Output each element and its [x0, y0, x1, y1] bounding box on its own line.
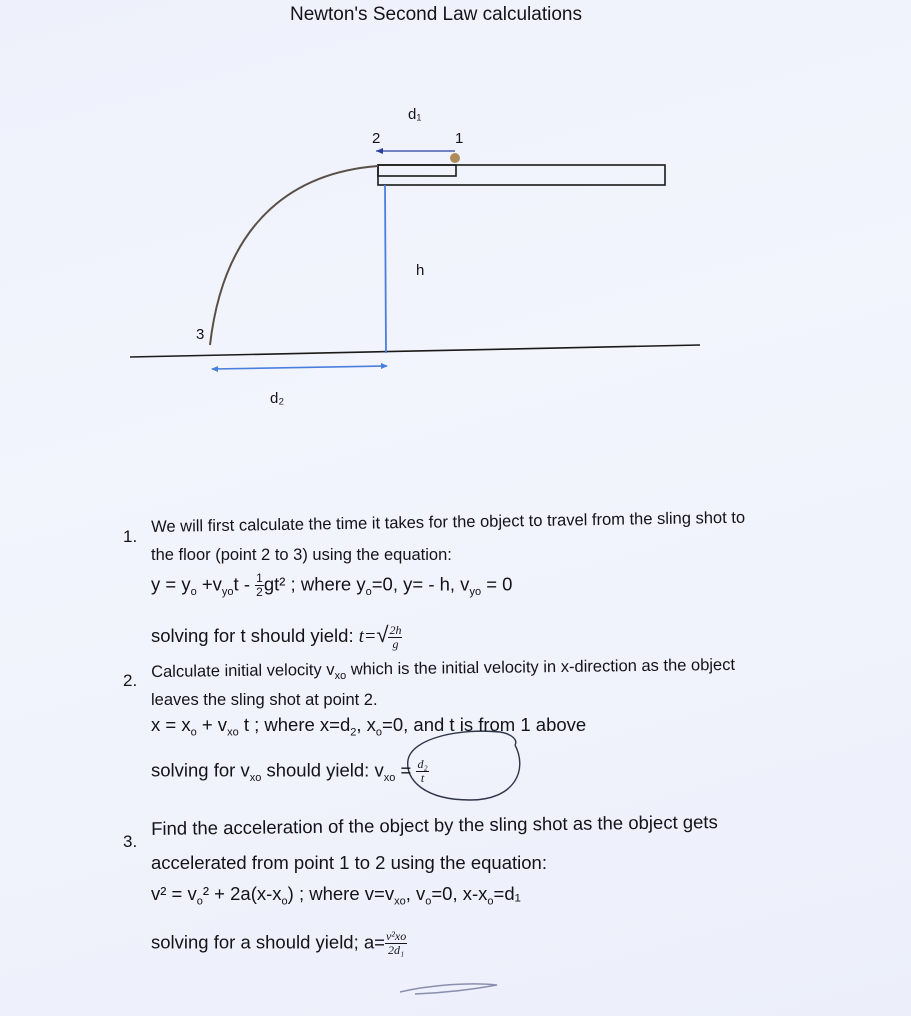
acceleration-fraction: $\frac{\text{v²xo}}{\text{2d₁}}$ — [385, 929, 407, 957]
step-2-line1: Calculate initial velocity $v_{xo}$ which is the initial velocity in x-direction as the object — [151, 655, 736, 683]
time-fraction: $\frac{2h}{g}$ — [389, 622, 402, 651]
table-rect — [378, 165, 665, 185]
step-3-equation: $v^2 = v_o^2 + 2a(x-x_o)$ ; where $v=v_{xo}$, $v_o=0$, $x-x_o=d_1$ — [151, 883, 521, 908]
sling-rect — [378, 165, 456, 176]
step-3-number: 3. — [123, 832, 138, 851]
step-2-equation: $x = x_o + v_{xo}$ t ; where $x=d_2$, $x_o=0$, and t is from 1 above — [151, 714, 587, 739]
label-d1: d₁ — [408, 106, 422, 123]
trajectory-curve — [210, 166, 378, 345]
step-1-line2: the floor (point 2 to 3) using the equation: — [151, 546, 452, 564]
ground-line — [130, 345, 700, 357]
label-d2: d₂ — [270, 390, 285, 407]
step-3-solve: solving for a should yield; a= $\frac{\text{v²xo}}{\text{2d₁}}$ — [151, 929, 407, 957]
d2-arrow — [212, 366, 387, 369]
scribble-mark — [400, 984, 497, 994]
step-1-line1: We will first calculate the time it takes for the object to travel from the sling shot to — [151, 508, 746, 536]
ball-marker — [450, 153, 460, 163]
step-2-solve: solving for $v_{xo}$ should yield: $v_{xo}$ = $\frac{\text{d₂}}{t}$ — [151, 757, 428, 785]
label-point-3: 3 — [196, 326, 205, 343]
page-title: Newton's Second Law calculations — [290, 4, 582, 25]
step-3-line1: Find the acceleration of the object by the sling shot as the object gets — [151, 811, 718, 839]
step-1-solve: solving for t should yield: t=√ $\frac{2h}{g}$ — [151, 622, 402, 651]
step-3-line2: accelerated from point 1 to 2 using the equation: — [151, 852, 547, 873]
velocity-fraction: $\frac{\text{d₂}}{t}$ — [417, 757, 428, 785]
half-fraction: $\frac{1}{2}$ — [256, 571, 263, 599]
step-2-line2: leaves the sling shot at point 2. — [151, 691, 378, 709]
label-h: h — [416, 262, 425, 279]
step-1-number: 1. — [123, 527, 138, 546]
step-2-number: 2. — [123, 671, 138, 690]
label-point-1: 1 — [455, 130, 464, 147]
height-line — [385, 185, 386, 353]
step-1-equation: $y = y_o +v_{yo}t$ - $\frac{1}{2}$ gt² ; where $y_o=0$, y= - h, $v_{yo} = 0$ — [151, 571, 513, 599]
label-point-2: 2 — [372, 130, 381, 147]
